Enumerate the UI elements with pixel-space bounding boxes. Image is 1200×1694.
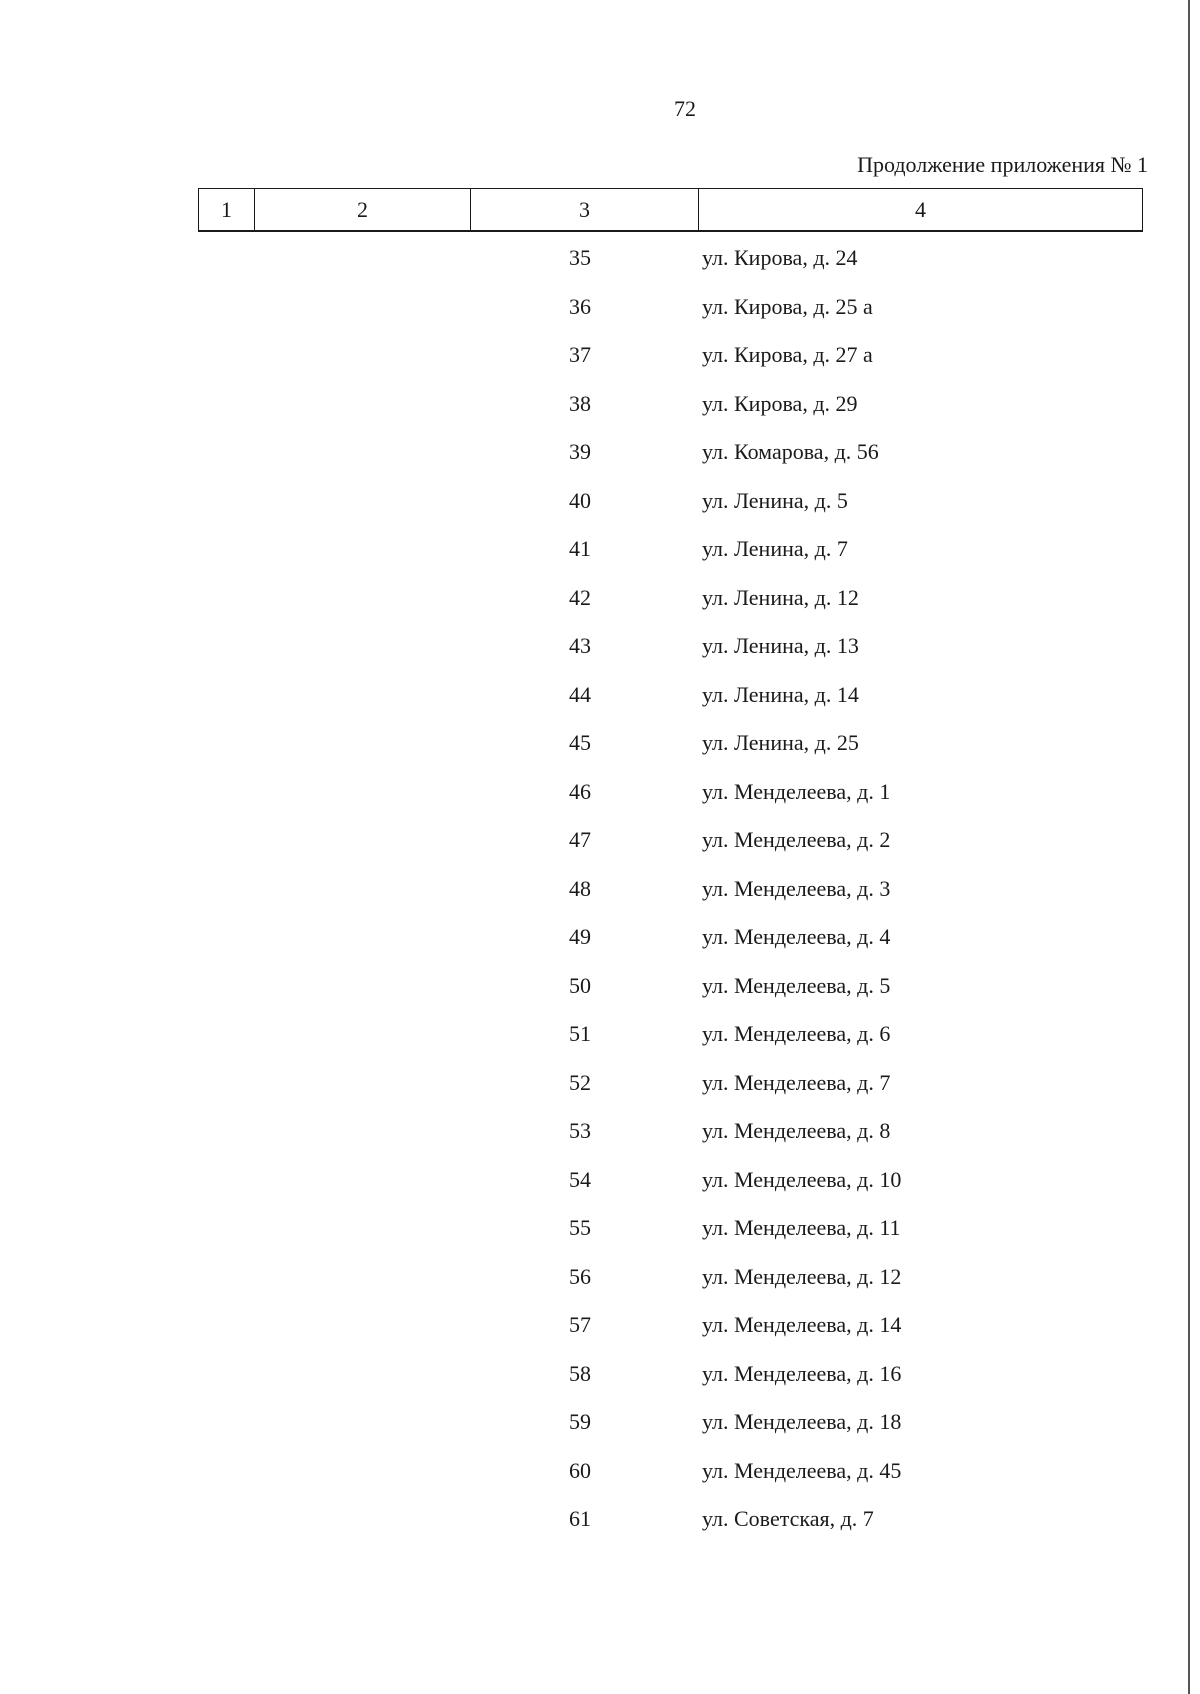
row-address: ул. Кирова, д. 25 а bbox=[702, 293, 873, 319]
table-row bbox=[0, 381, 1200, 430]
table-row bbox=[0, 235, 1200, 284]
row-address: ул. Менделеева, д. 4 bbox=[702, 924, 891, 949]
row-address: ул. Комарова, д. 56 bbox=[702, 439, 879, 464]
row-number: 51 bbox=[569, 1021, 591, 1046]
row-address: ул. Ленина, д. 7 bbox=[702, 536, 848, 561]
row-number: 52 bbox=[569, 1069, 591, 1095]
table-row bbox=[0, 1060, 1200, 1109]
row-address: ул. Кирова, д. 24 bbox=[702, 245, 858, 270]
address-list bbox=[0, 235, 1200, 1545]
page-number: 72 bbox=[674, 96, 696, 121]
table-row bbox=[0, 720, 1200, 769]
row-number: 50 bbox=[569, 972, 591, 998]
row-address: ул. Менделеева, д. 5 bbox=[702, 972, 891, 998]
row-address: ул. Ленина, д. 25 bbox=[702, 730, 859, 755]
header-col-3: 3 bbox=[471, 189, 699, 230]
table-row bbox=[0, 526, 1200, 575]
row-address: ул. Менделеева, д. 12 bbox=[702, 1263, 902, 1289]
row-address: ул. Менделеева, д. 1 bbox=[702, 778, 891, 804]
table-row bbox=[0, 478, 1200, 527]
row-address: ул. Кирова, д. 29 bbox=[702, 390, 858, 416]
row-number: 40 bbox=[569, 487, 591, 513]
table-row bbox=[0, 623, 1200, 672]
table-row bbox=[0, 1496, 1200, 1545]
table-row bbox=[0, 963, 1200, 1012]
row-address: ул. Менделеева, д. 3 bbox=[702, 875, 891, 901]
row-address: ул. Менделеева, д. 16 bbox=[702, 1360, 902, 1386]
row-number: 45 bbox=[569, 730, 591, 755]
row-number: 37 bbox=[569, 342, 591, 367]
row-number: 55 bbox=[569, 1215, 591, 1240]
table-row bbox=[0, 1108, 1200, 1157]
row-address: ул. Менделеева, д. 45 bbox=[702, 1457, 902, 1483]
table-row bbox=[0, 866, 1200, 915]
row-address: ул. Менделеева, д. 2 bbox=[702, 827, 891, 852]
row-number: 38 bbox=[569, 390, 591, 416]
table-row bbox=[0, 1205, 1200, 1254]
table-row bbox=[0, 1448, 1200, 1497]
row-number: 42 bbox=[569, 584, 591, 610]
table-row bbox=[0, 769, 1200, 818]
table-row bbox=[0, 1399, 1200, 1448]
table-row bbox=[0, 1254, 1200, 1303]
row-number: 59 bbox=[569, 1409, 591, 1434]
table-row bbox=[0, 914, 1200, 963]
row-address: ул. Менделеева, д. 7 bbox=[702, 1069, 891, 1095]
row-address: ул. Менделеева, д. 11 bbox=[702, 1215, 901, 1240]
row-number: 54 bbox=[569, 1166, 591, 1192]
table-row bbox=[0, 1351, 1200, 1400]
row-number: 46 bbox=[569, 778, 591, 804]
header-col-2: 2 bbox=[255, 189, 471, 230]
row-number: 58 bbox=[569, 1360, 591, 1386]
row-number: 56 bbox=[569, 1263, 591, 1289]
row-number: 36 bbox=[569, 293, 591, 319]
table-row bbox=[0, 1011, 1200, 1060]
table-row bbox=[0, 575, 1200, 624]
row-number: 43 bbox=[569, 633, 591, 658]
table-row bbox=[0, 1157, 1200, 1206]
table-row bbox=[0, 429, 1200, 478]
header-col-4: 4 bbox=[915, 196, 926, 222]
row-number: 48 bbox=[569, 875, 591, 901]
row-address: ул. Ленина, д. 14 bbox=[702, 681, 859, 707]
row-address: ул. Менделеева, д. 8 bbox=[702, 1118, 891, 1143]
row-number: 60 bbox=[569, 1457, 591, 1483]
row-number: 61 bbox=[569, 1506, 591, 1531]
header-col-1: 1 bbox=[199, 189, 255, 230]
row-address: ул. Ленина, д. 12 bbox=[702, 584, 859, 610]
row-number: 39 bbox=[569, 439, 591, 464]
row-address: ул. Советская, д. 7 bbox=[702, 1506, 874, 1531]
row-address: ул. Менделеева, д. 10 bbox=[702, 1166, 902, 1192]
row-number: 44 bbox=[569, 681, 591, 707]
table-row bbox=[0, 817, 1200, 866]
row-number: 35 bbox=[569, 245, 591, 270]
appendix-continuation-note: Продолжение приложения № 1 bbox=[857, 152, 1148, 177]
row-address: ул. Менделеева, д. 18 bbox=[702, 1409, 902, 1434]
row-address: ул. Менделеева, д. 14 bbox=[702, 1312, 902, 1337]
row-address: ул. Менделеева, д. 6 bbox=[702, 1021, 891, 1046]
row-number: 41 bbox=[569, 536, 591, 561]
scan-edge-line bbox=[1188, 0, 1190, 1694]
row-address: ул. Кирова, д. 27 а bbox=[702, 342, 873, 367]
row-number: 49 bbox=[569, 924, 591, 949]
table-row bbox=[0, 672, 1200, 721]
row-address: ул. Ленина, д. 13 bbox=[702, 633, 859, 658]
table-header bbox=[198, 188, 1143, 232]
table-row bbox=[0, 284, 1200, 333]
row-number: 47 bbox=[569, 827, 591, 852]
row-number: 57 bbox=[569, 1312, 591, 1337]
row-address: ул. Ленина, д. 5 bbox=[702, 487, 848, 513]
table-row bbox=[0, 332, 1200, 381]
table-row bbox=[0, 1302, 1200, 1351]
row-number: 53 bbox=[569, 1118, 591, 1143]
